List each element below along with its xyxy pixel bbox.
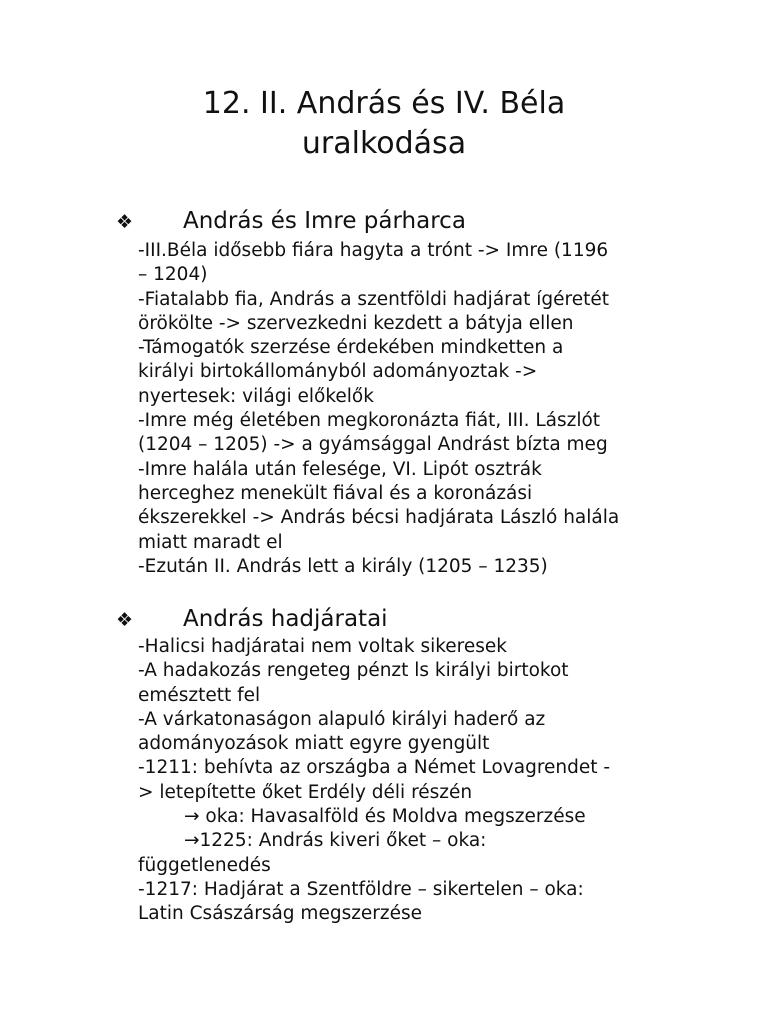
text-line: ékszerekkel -> András bécsi hadjárata László halála	[138, 507, 620, 529]
section-heading	[0, 604, 768, 636]
section-andras-hadjaratai	[0, 604, 768, 927]
section-andras-imre	[0, 206, 768, 579]
text-line: – 1204)	[138, 264, 208, 286]
text-line: adományozások miatt egyre gyengült	[138, 733, 490, 755]
text-line: -Halicsi hadjáratai nem voltak sikeresek	[138, 636, 507, 657]
text-line: miatt maradt el	[138, 531, 283, 553]
section-title: András hadjáratai	[183, 606, 388, 632]
text-line: -Imre halála után felesége, VI. Lipót osztrák	[138, 458, 542, 480]
text-line: királyi birtokállományból adományoztak ->	[138, 361, 538, 383]
section-body	[138, 635, 698, 927]
text-line: -III.Béla idősebb fiára hagyta a trónt -> Imre (1196	[138, 240, 609, 261]
text-line: emésztett fel	[138, 684, 261, 706]
text-line: (1204 – 1205) -> a gyámsággal Andrást bízta meg	[138, 434, 608, 456]
text-line: -1211: behívta az országba a Német Lovagrendet -	[138, 757, 611, 779]
text-line: nyertesek: világi előkelők	[138, 385, 374, 407]
arrow-line-text: oka: Havasalföld és Moldva megszerzése	[199, 806, 586, 828]
text-line: -Imre még életében megkoronázta fiát, III. Lászlót	[138, 410, 601, 432]
section-body	[138, 239, 698, 579]
document-title	[0, 84, 768, 164]
arrow-right-icon: →	[184, 830, 200, 852]
text-line: -Fiatalabb fia, András a szentföldi hadjárat ígéretét	[138, 288, 609, 310]
diamond-bullet-icon: ❖	[116, 609, 134, 631]
arrow-line-text: 1225: András kiveri őket – oka:	[199, 830, 487, 852]
text-line: herceghez menekült fiával és a koronázási	[138, 482, 533, 504]
text-line: függetlenedés	[138, 854, 271, 876]
diamond-bullet-icon: ❖	[116, 211, 134, 233]
arrow-right-icon: →	[184, 806, 200, 828]
text-line: Latin Császárság megszerzése	[138, 903, 423, 925]
text-line: -A hadakozás rengeteg pénzt ls királyi birtokot	[138, 660, 569, 682]
text-line: > letepítette őket Erdély déli részén	[138, 781, 473, 803]
text-line: örökölte -> szervezkedni kezdett a bátyja ellen	[138, 312, 574, 334]
section-heading	[0, 206, 768, 238]
arrow-line	[138, 805, 698, 829]
text-line: -1217: Hadjárat a Szentföldre – sikertelen – oka:	[138, 878, 584, 900]
title-line-2: uralkodása	[301, 126, 467, 161]
title-line-1: 12. II. András és IV. Béla	[202, 86, 566, 121]
text-line: -A várkatonaságon alapuló királyi haderő az	[138, 708, 546, 730]
text-line: -Ezután II. András lett a király (1205 – 1235)	[138, 555, 548, 577]
arrow-line	[138, 829, 698, 853]
text-line: -Támogatók szerzése érdekében mindketten a	[138, 337, 564, 359]
section-title: András és Imre párharca	[183, 208, 466, 234]
